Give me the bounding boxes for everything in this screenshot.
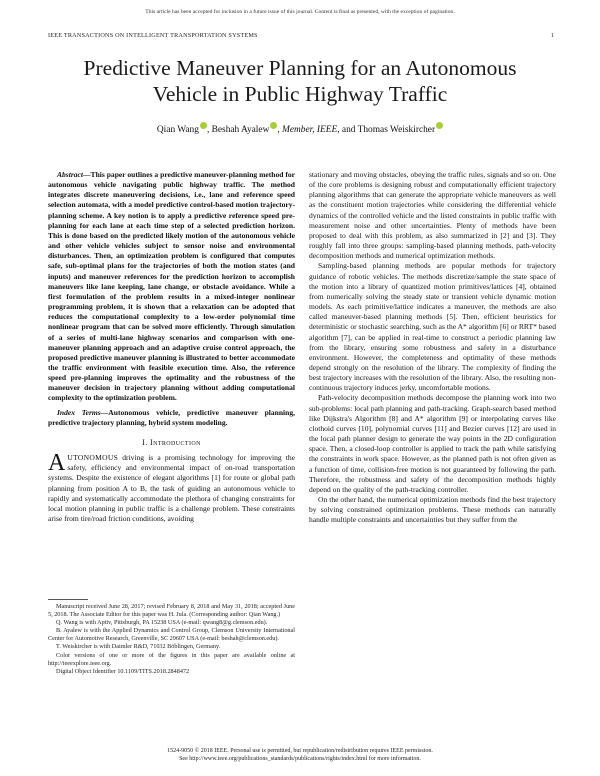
journal-name: IEEE TRANSACTIONS ON INTELLIGENT TRANSPORTATION SYSTEMS xyxy=(48,32,258,39)
right-column xyxy=(309,170,556,525)
acceptance-note: This article has been accepted for inclusion in a future issue of this journal. Content is final as presented, with the exception of pagination. xyxy=(145,9,455,15)
author-1: Qian Wang xyxy=(156,125,199,135)
copyright-line-1: 1524-9050 © 2018 IEEE. Personal use is permitted, but republication/redistribution requires IEEE permission. xyxy=(167,748,433,754)
drop-cap: A xyxy=(48,450,66,477)
footnote-author-2: B. Ayalew is with the Applied Dynamics and Control Group, Clemson University International Center for Automotive Research, Greenville, SC 29607 USA (e-mail: beshah@clemson.edu). xyxy=(48,627,295,643)
intro-paragraph xyxy=(48,450,295,524)
footnotes xyxy=(48,603,295,676)
title-line-1: Predictive Maneuver Planning for an Autonomous xyxy=(83,56,517,80)
footnote-doi: Digital Object Identifier 10.1109/TITS.2018.2848472 xyxy=(56,667,190,675)
abstract: Abstract—This paper outlines a predictive maneuver-planning method for autonomous vehicle navigating public highway traffic. The method integrates discrete maneuvering decisions, i.e., lane and reference speed selection automata, with a model predictive control-based motion trajectory-planning scheme. A key notion is to apply a predictive reference speed pre-planning for each lane at each time step of a selected prediction horizon. This is done based on the predicted likely motion of the autonomous vehicle and other vehicle vehicles subject to sensor noise and environmental disturbances. Then, an optimization problem is configured that computes safe, sub-optimal plans for the trajectories of both the motion states (and inputs) and maneuver references for the prediction horizon to accomplish maneuvers like lane keeping, lane change, or obstacle avoidance. While a first formulation of the problem results in a mixed-integer nonlinear programming problem, it is shown that a relaxation can be adopted that reduces the computational complexity to a low-order polynomial time nonlinear program that can be solved more efficiently. Through simulation of a series of multi-lane highway scenarios and comparison with one-maneuver planning approach and an adaptive cruise control approach, the proposed predictive maneuver planning is illustrated to better accommodate the traffic environment with feasible execution time. Also, the reference speed pre-planning improves the optimality and the robustness of the maneuver decision in trajectory planning without adding computational complexity to the optimization problem. xyxy=(48,170,295,403)
author-2-role: Member, IEEE xyxy=(282,125,338,135)
index-terms-text: Autonomous vehicle, predictive maneuver planning, predictive trajectory planning, hybrid system modeling. xyxy=(48,407,295,427)
index-terms: Index Terms—Autonomous vehicle, predictive maneuver planning, predictive trajectory planning, hybrid system modeling. xyxy=(48,407,295,427)
footnote-rule xyxy=(48,599,88,600)
body-paragraph: Sampling-based planning methods are popular methods for trajectory guidance of robotic vehicles. The methods discretize/sample the state space of the motion into a library of quantized motion primitives/lattices [4], obtained from numerically solving the steady state or transient vehicle dynamic motion models. As each primitive/lattice indicates a maneuver, the methods are also called maneuver-based planning methods [5]. Then, efficient heuristics for deterministic or stochastic searching, such as the A* algorithm [6] or RRT* based algorithm [7], can be applied in real-time to construct a periodic planning law from the library, ensuring some robustness and safety in a disturbance environment. However, the completeness and optimality of these methods depend strongly on the resolution of the library. The complexity of finding the best trajectory increases with the resolution of the library. Also, the resulting non-continuous trajectory induces jerky, uncomfortable motions. xyxy=(309,261,556,393)
copyright-line-2: See http://www.ieee.org/publications_standards/publications/rights/index.html for more information. xyxy=(179,756,421,762)
intro-text: driving is a promising technology for improving the safety, efficiency and environmental impact of on-road transportation systems. Despite the existence of elegant algorithms [1] for route or global path planning from position A to B, the task of guiding an autonomous vehicle to rapidly and systematically accommodate the plethora of changing constraints for local motion planning in public traffic is a challenge problem. These constraints arise from tire/road friction conditions, avoiding xyxy=(48,453,295,523)
paper-title xyxy=(40,55,560,107)
footnote-color: Color versions of one or more of the figures in this paper are available online at http://ieeexplore.ieee.org. xyxy=(48,651,295,667)
abstract-text: This paper outlines a predictive maneuver-planning method for autonomous vehicle navigating public highway traffic. The method integrates discrete maneuvering decisions, i.e., lane and reference speed selection automata, with a model predictive control-based motion trajectory-planning scheme. A key notion is to apply a predictive reference speed pre-planning for each lane at each time step of a selected prediction horizon. This is done based on the predicted likely motion of the autonomous vehicle and other vehicle vehicles subject to sensor noise and environmental disturbances. Then, an optimization problem is configured that computes safe, sub-optimal plans for the trajectories of both the motion states (and inputs) and maneuver references for the prediction horizon to accomplish maneuvers like lane keeping, lane change, or obstacle avoidance. While a first formulation of the problem results in a mixed-integer nonlinear programming problem, it is shown that a relaxation can be adopted that reduces the computational complexity to a low-order polynomial time nonlinear program that can be solved more efficiently. Through simulation of a series of multi-lane highway scenarios and comparison with one-maneuver planning approach and an adaptive cruise control approach, the proposed predictive maneuver planning is illustrated to better accommodate the traffic environment with feasible execution time. Also, the reference speed pre-planning improves the optimality and the robustness of the maneuver decision in trajectory planning without adding computational complexity to the optimization problem. xyxy=(48,170,295,403)
author-line: Qian Wang , Beshah Ayalew , Member, IEEE, and Thomas Weiskircher xyxy=(40,122,560,135)
footnote-author-1: Q. Wang is with Aptiv, Pittsburgh, PA 15238 USA (e-mail: qwang8@g.clemson.edu). xyxy=(56,619,268,627)
index-terms-label: Index Terms xyxy=(57,407,101,417)
body-paragraph: Path-velocity decomposition methods decompose the planning work into two sub-problems: local path planning and path-tracking. Graph-search based method like Dijkstra's Algorithm [8] and A* algorithm [9] or interpolating curves like clothoid curves [10], polynomial curves [11] and Bezier curves [12] are used in the local path planner design to generate the way points in the 2D configuration space. Then, a closed-loop controller is applied to track the path while satisfying the constraints in work space. However, as the planned path is not often given as a function of time, collision-free motion is not guaranteed by following the path. Therefore, the robustness and safety of the decomposition methods highly depend on the quality of the path-tracking controller. xyxy=(309,393,556,494)
author-3: Thomas Weiskircher xyxy=(357,125,436,135)
title-line-2: Vehicle in Public Highway Traffic xyxy=(152,82,448,106)
section-heading: I. Introduction xyxy=(142,437,201,447)
abstract-label: Abstract xyxy=(57,170,83,179)
body-paragraph: On the other hand, the numerical optimization methods find the best trajectory by solving constrained optimization problems. These methods can naturally handle multiple constraints and uncertainties but they suffer from the xyxy=(309,495,556,525)
author-2: Beshah Ayalew xyxy=(211,125,270,135)
intro-lead-word: UTONOMOUS xyxy=(67,453,119,463)
footnote-author-3: T. Weiskircher is with Daimler R&D, 71032 Böblingen, Germany. xyxy=(56,643,221,651)
copyright-notice xyxy=(0,747,600,763)
author-3-prefix: and xyxy=(341,125,356,135)
page-number: 1 xyxy=(550,32,554,39)
orcid-icon[interactable] xyxy=(270,122,277,129)
running-header xyxy=(48,32,554,39)
left-column xyxy=(48,170,295,524)
orcid-icon[interactable] xyxy=(200,122,207,129)
orcid-icon[interactable] xyxy=(436,122,443,129)
footnote-manuscript: Manuscript received June 28, 2017; revised February 8, 2018 and May 31, 2018; accepted June 5, 2018. The Associate Editor for this paper was H. Jula. (Corresponding author: Qian Wang.) xyxy=(48,603,295,619)
body-paragraph: stationary and moving obstacles, obeying the traffic rules, signals and so on. One of the core problems is designing robust and computationally efficient trajectory planning algorithms that can generate the appropriate vehicle maneuvers as well as the constituent motion trajectories while considering the differential vehicle dynamics of the controlled vehicle and the listed constraints in public traffic with measurement noise and other uncertainties. Plenty of methods have been proposed to deal with this problem, as also summarized in [2] and [3]. They roughly fall into three groups: sampling-based planning methods, path-velocity decomposition methods and numerical optimization methods. xyxy=(309,170,556,261)
